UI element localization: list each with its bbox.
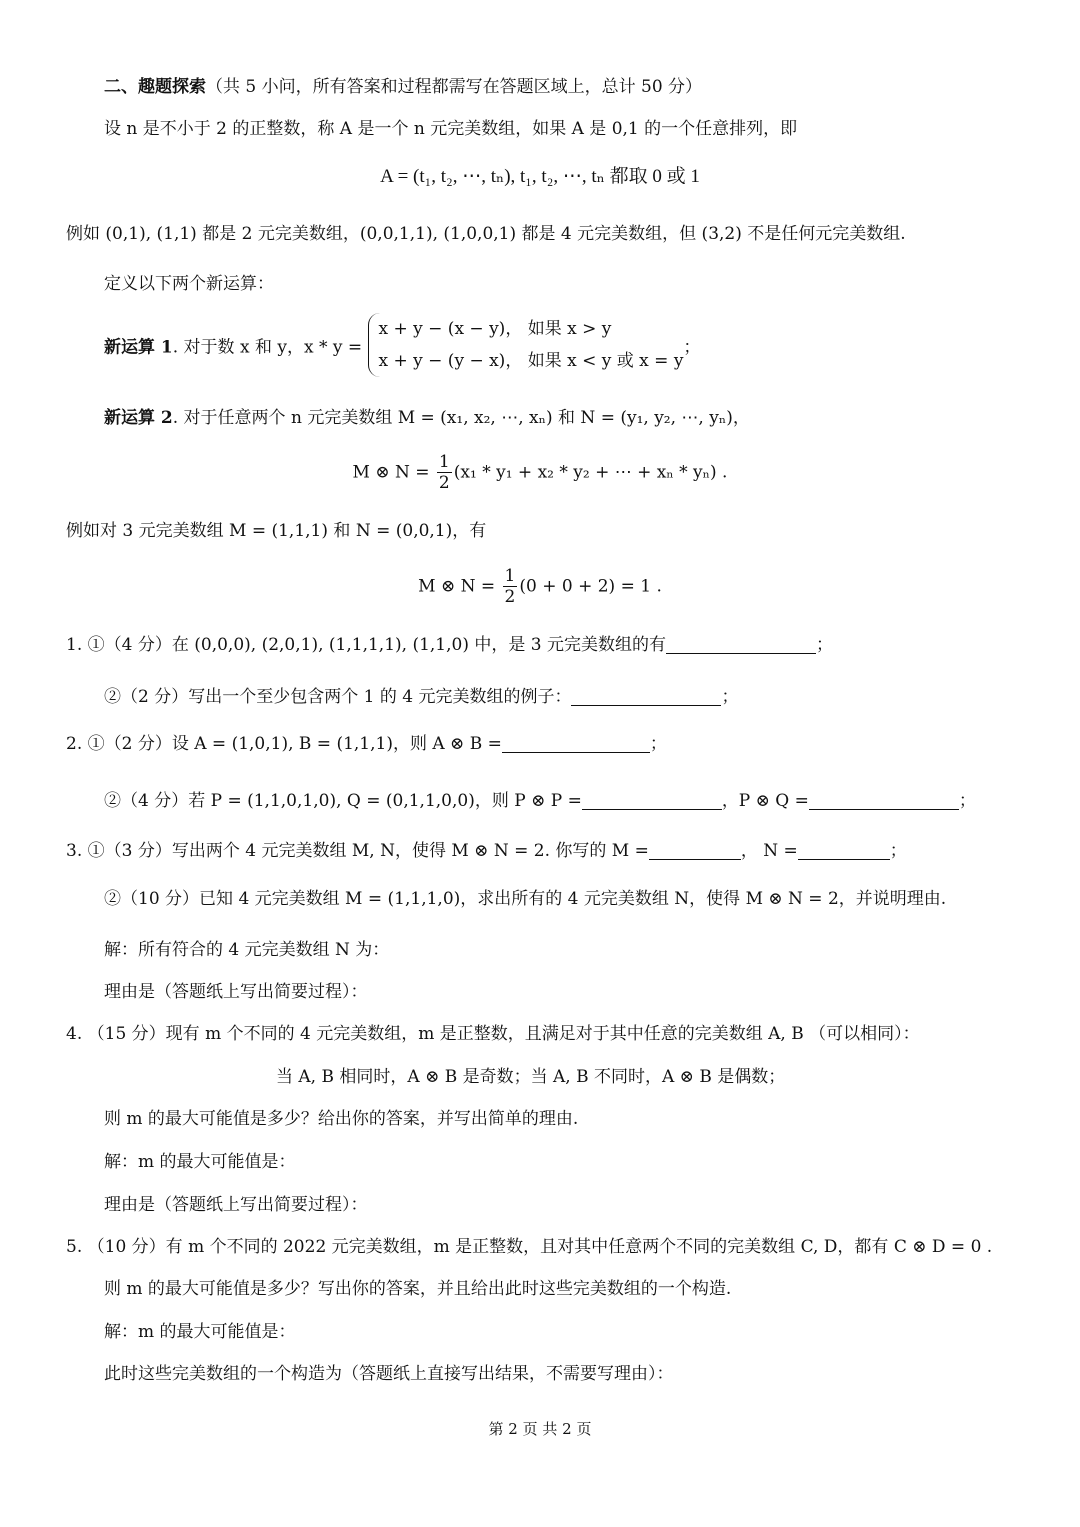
q4-reason: 理由是（答题纸上写出简要过程）： (104, 1195, 368, 1215)
q2-b (104, 788, 976, 814)
q1-b-answer-blank[interactable] (571, 685, 721, 706)
q2-b-text-1: ②（4 分）若 P = (1,1,0,1,0), Q = (0,1,1,0,0)，则 P ⊗ P = (104, 791, 582, 811)
ex2-rhs: (0 + 0 + 2) = 1 . (519, 576, 662, 597)
op2-den: 2 (438, 473, 450, 493)
q2-b-semi: ； (958, 791, 976, 811)
q3-solution: 解：所有符合的 4 元完美数组 N 为： (104, 940, 390, 960)
q1-a-text: 1. ①（4 分）在 (0,0,0), (2,0,1), (1,1,1,1), (1,1,0) 中，是 3 元完美数组的有 (66, 635, 666, 655)
op1-end: ； (683, 337, 701, 358)
q2-b-pq-blank[interactable] (809, 789, 959, 810)
op2-fraction (437, 452, 452, 493)
example2-formula (0, 566, 1080, 607)
q4-condition: 当 A, B 相同时，A ⊗ B 是奇数；当 A, B 不同时，A ⊗ B 是偶数； (276, 1067, 786, 1087)
q1-a (66, 632, 833, 658)
intro-example: 例如 (0,1), (1,1) 都是 2 元完美数组，(0,0,1,1), (1,0,0,1) 都是 4 元完美数组，但 (3,2) 不是任何元完美数组. (66, 224, 906, 244)
example2-text: 例如对 3 元完美数组 M = (1,1,1) 和 N = (0,0,1)，有 (66, 521, 487, 541)
q2-a-text: 2. ①（2 分）设 A = (1,0,1), B = (1,1,1)，则 A ⊗ B = (66, 734, 502, 754)
q2-b-pp-blank[interactable] (582, 789, 722, 810)
q3-n-blank[interactable] (798, 839, 890, 860)
q2-a (66, 731, 667, 757)
operation-2 (104, 405, 750, 431)
q1-b-semi: ； (721, 687, 739, 707)
op1-case-2: x + y − (y − x)， 如果 x < y 或 x = y (378, 351, 684, 371)
q3-b: ②（10 分）已知 4 元完美数组 M = (1,1,1,0)，求出所有的 4 元完美数组 N，使得 M ⊗ N = 2，并说明理由. (104, 889, 947, 909)
op2-num: 1 (438, 452, 450, 472)
q2-b-text-2: ，P ⊗ Q = (721, 791, 809, 811)
q3-a (66, 838, 907, 864)
op2-label: 新运算 2 (104, 408, 173, 428)
q3-a-text-1: 3. ①（3 分）写出两个 4 元完美数组 M, N，使得 M ⊗ N = 2. 你写的 M = (66, 841, 649, 861)
ex2-lhs: M ⊗ N = (418, 576, 496, 597)
op2-rhs: (x₁ * y₁ + x₂ * y₂ + ⋯ + xₙ * yₙ) . (453, 462, 728, 483)
q4-a: 4. （15 分）现有 m 个不同的 4 元完美数组，m 是正整数，且满足对于其中任意的完美数组 A, B （可以相同）： (66, 1024, 920, 1044)
ex2-fraction (503, 566, 518, 607)
q1-a-semi: ； (816, 635, 833, 655)
define-line: 定义以下两个新运算： (104, 274, 274, 294)
op1-cases (368, 313, 684, 377)
operation-1 (104, 313, 700, 377)
ex2-den: 2 (504, 587, 516, 607)
intro-line: 设 n 是不小于 2 的正整数，称 A 是一个 n 元完美数组，如果 A 是 0,1 的一个任意排列，即 (104, 119, 798, 139)
op1-label: 新运算 1 (104, 337, 173, 358)
section-heading (104, 74, 702, 100)
q2-a-semi: ； (649, 734, 667, 754)
op2-text: . 对于任意两个 n 元完美数组 M = (x₁, x₂, ⋯, xₙ) 和 N = (y₁, y₂, ⋯, yₙ)， (172, 408, 750, 428)
q3-reason: 理由是（答题纸上写出简要过程）： (104, 982, 368, 1002)
q4-solution: 解：m 的最大可能值是： (104, 1152, 296, 1172)
q3-m-blank[interactable] (649, 839, 741, 860)
q2-a-answer-blank[interactable] (502, 732, 650, 753)
op1-case-1: x + y − (x − y)， 如果 x > y (378, 319, 612, 339)
q1-a-answer-blank[interactable] (666, 633, 816, 654)
q4-ask: 则 m 的最大可能值是多少？给出你的答案，并写出简单的理由. (104, 1109, 579, 1129)
op2-formula (0, 452, 1080, 493)
q5-a: 5. （10 分）有 m 个不同的 2022 元完美数组，m 是正整数，且对其中任意两个不同的完美数组 C, D，都有 C ⊗ D = 0 . (66, 1237, 993, 1257)
page-footer: 第 2 页 共 2 页 (488, 1420, 592, 1438)
section-title: 二、趣题探索 (104, 77, 206, 97)
q3-a-semi: ； (889, 841, 907, 861)
q5-ask: 则 m 的最大可能值是多少？写出你的答案，并且给出此时这些完美数组的一个构造. (104, 1279, 732, 1299)
op2-lhs: M ⊗ N = (352, 462, 430, 483)
q1-b-text: ②（2 分）写出一个至少包含两个 1 的 4 元完美数组的例子： (104, 687, 572, 707)
op1-text: . 对于数 x 和 y，x * y = (172, 337, 363, 358)
q5-solution: 解：m 的最大可能值是： (104, 1322, 296, 1342)
ex2-num: 1 (504, 566, 516, 586)
q1-b (104, 684, 738, 710)
intro-formula: A = (t₁, t₂, ⋯, tₙ), t₁, t₂, ⋯, tₙ 都取 0 或 1 (380, 166, 700, 187)
q3-a-text-2: ， N = (740, 841, 798, 861)
q5-construct: 此时这些完美数组的一个构造为（答题纸上直接写出结果，不需要写理由）： (104, 1364, 674, 1384)
section-note: （共 5 小问，所有答案和过程都需写在答题区域上，总计 50 分） (206, 77, 703, 97)
